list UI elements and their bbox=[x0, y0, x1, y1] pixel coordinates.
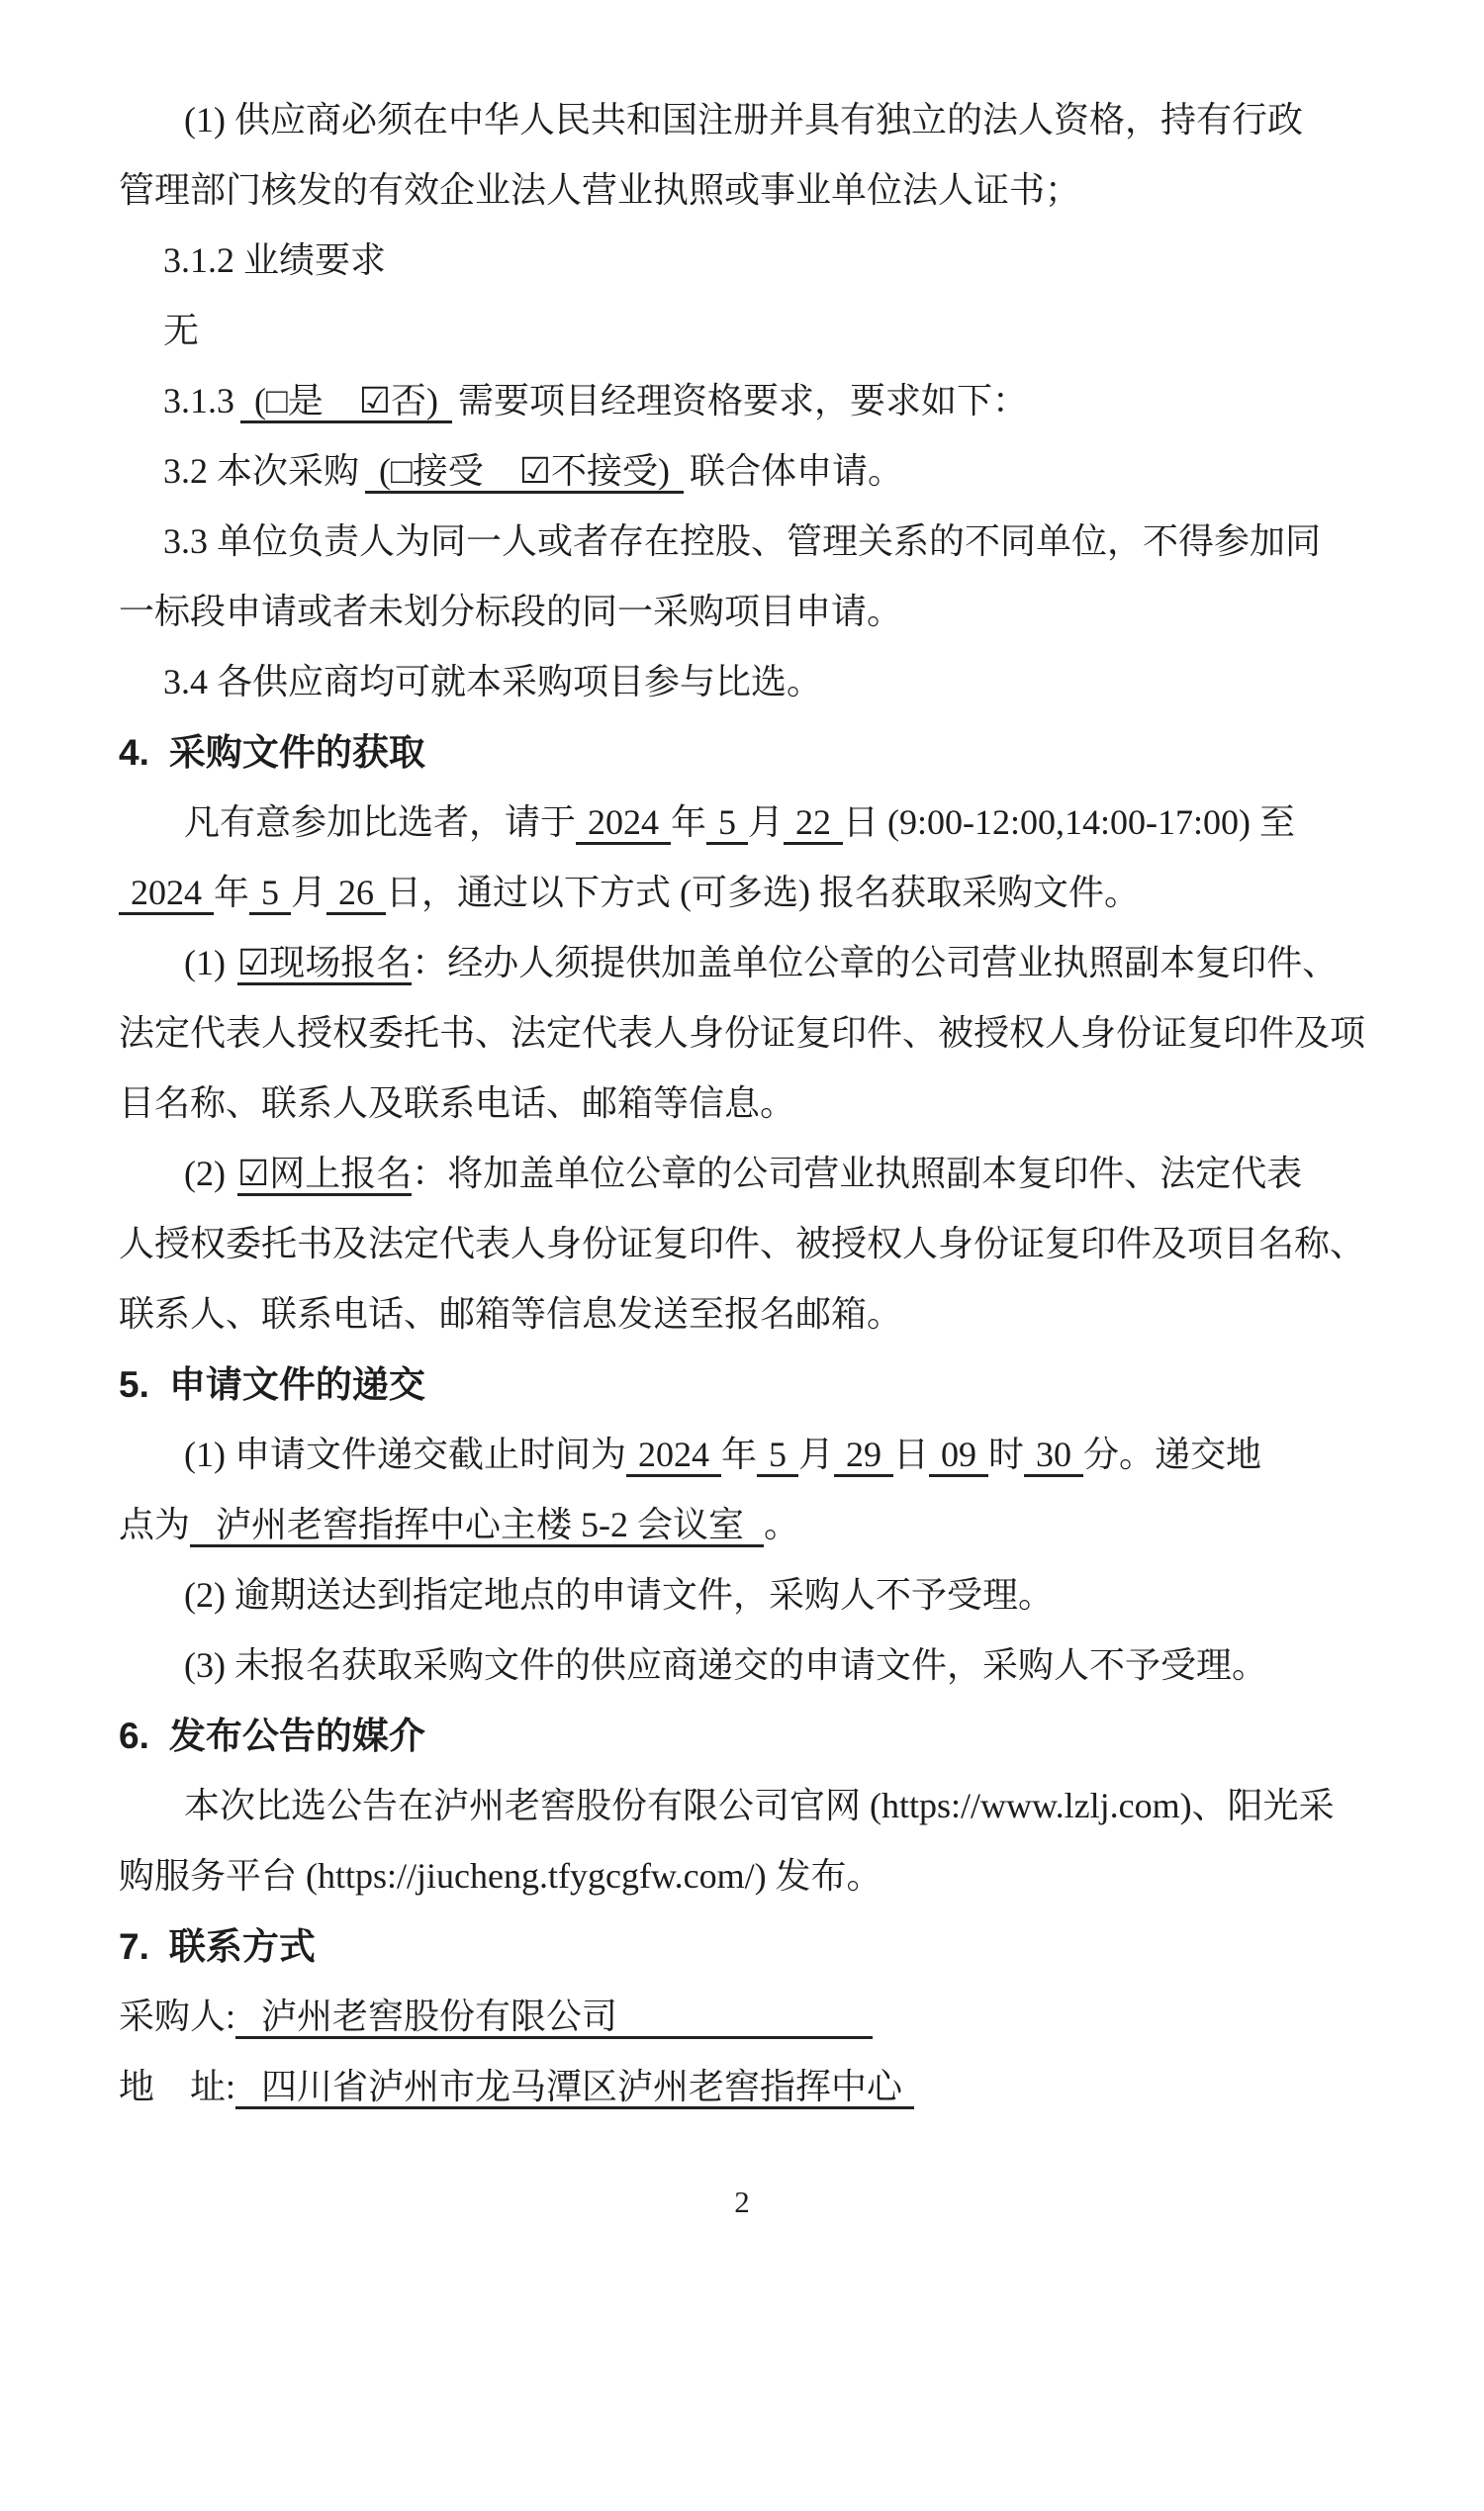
item-3-2-consortium bbox=[119, 436, 1444, 507]
heading-number: 7. bbox=[119, 1926, 149, 1967]
sep: 年 bbox=[720, 1435, 757, 1474]
text: 3.3 单位负责人为同一人或者存在控股、管理关系的不同单位，不得参加同 bbox=[163, 521, 1322, 561]
heading-number: 6. bbox=[119, 1716, 149, 1756]
blank-submission-location: 泸州老窖指挥中心主楼 5-2 会议室 bbox=[190, 1505, 764, 1547]
text: (1) 供应商必须在中华人民共和国注册并具有独立的法人资格，持有行政 bbox=[184, 100, 1303, 140]
blank-day: 26 bbox=[326, 873, 386, 915]
page-number: 2 bbox=[734, 2185, 750, 2219]
buyer-label: 采购人: bbox=[119, 1997, 236, 2036]
heading-number: 4. bbox=[119, 732, 149, 773]
para-announcement-media-line2 bbox=[119, 1841, 1444, 1911]
item-online-registration-line2 bbox=[119, 1209, 1444, 1279]
text-pre: (1) 申请文件递交截止时间为 bbox=[184, 1435, 626, 1474]
text: (2) 逾期送达到指定地点的申请文件，采购人不予受理。 bbox=[184, 1575, 1054, 1615]
heading-section6 bbox=[119, 1701, 1444, 1771]
blank-day: 29 bbox=[834, 1435, 893, 1477]
text-rest: ：经办人须提供加盖单位公章的公司营业执照副本复印件、 bbox=[412, 943, 1339, 982]
heading-title: 采购文件的获取 bbox=[168, 732, 425, 773]
para-obtain-docs-line2 bbox=[119, 858, 1444, 928]
text: 无 bbox=[163, 311, 200, 350]
text-pre: 凡有意参加比选者，请于 bbox=[184, 802, 577, 842]
text: 联系人、联系电话、邮箱等信息发送至报名邮箱。 bbox=[119, 1294, 903, 1334]
item-submission-deadline-line2 bbox=[119, 1490, 1444, 1560]
para-obtain-docs-line1 bbox=[119, 788, 1444, 858]
text: 3.4 各供应商均可就本采购项目参与比选。 bbox=[163, 662, 823, 701]
sep: 月 bbox=[748, 802, 785, 842]
text: 购服务平台 (https://jiucheng.tfygcgfw.com/) 发布。 bbox=[119, 1856, 882, 1896]
item-3-3-line2 bbox=[119, 577, 1444, 647]
item-3-3-line1 bbox=[119, 507, 1444, 577]
checkbox-group-accept-reject: (□接受 ☑不接受) bbox=[365, 451, 684, 494]
item-unregistered-supplier bbox=[119, 1630, 1444, 1701]
item-3-1-3-project-manager bbox=[119, 366, 1444, 436]
heading-number: 5. bbox=[119, 1364, 149, 1405]
item-number: 3.1.3 bbox=[163, 381, 234, 420]
item-onsite-registration-line2 bbox=[119, 998, 1444, 1069]
heading-title: 申请文件的递交 bbox=[168, 1364, 425, 1405]
para-supplier-qualification-line2 bbox=[119, 155, 1444, 226]
sep: 时 bbox=[988, 1435, 1025, 1474]
heading-section5 bbox=[119, 1349, 1444, 1420]
item-onsite-registration-line1 bbox=[119, 928, 1444, 998]
item-onsite-registration-line3 bbox=[119, 1069, 1444, 1139]
item-online-registration-line1 bbox=[119, 1139, 1444, 1209]
text-end: 。 bbox=[764, 1505, 800, 1544]
heading-section7 bbox=[119, 1911, 1444, 1982]
text-rest: 分。递交地 bbox=[1083, 1435, 1262, 1474]
blank-day: 22 bbox=[784, 802, 843, 845]
blank-minute: 30 bbox=[1024, 1435, 1083, 1477]
heading-title: 联系方式 bbox=[168, 1926, 316, 1967]
heading-title: 发布公告的媒介 bbox=[168, 1716, 425, 1756]
checkbox-group-yes-no: (□是 ☑否) bbox=[240, 381, 452, 423]
checkbox-online-registration-label: ☑网上报名 bbox=[237, 1154, 412, 1196]
text-pre: 点为 bbox=[119, 1505, 191, 1544]
item-number: (1) bbox=[184, 943, 226, 982]
sep: 月 bbox=[798, 1435, 835, 1474]
blank-year: 2024 bbox=[576, 802, 671, 845]
text: 一标段申请或者未划分标段的同一采购项目申请。 bbox=[119, 592, 903, 631]
blank-year: 2024 bbox=[119, 873, 214, 915]
blank-month: 5 bbox=[706, 802, 748, 845]
text: 人授权委托书及法定代表人身份证复印件、被授权人身份证复印件及项目名称、 bbox=[119, 1224, 1366, 1263]
item-3-4 bbox=[119, 647, 1444, 717]
blank-month: 5 bbox=[249, 873, 291, 915]
checkbox-onsite-registration-label: ☑现场报名 bbox=[237, 943, 412, 985]
text: 本次比选公告在泸州老窖股份有限公司官网 (https://www.lzlj.com)、阳光采 bbox=[184, 1786, 1335, 1825]
blank-year: 2024 bbox=[626, 1435, 721, 1477]
sep: 日 bbox=[893, 1435, 930, 1474]
text-rest: 日，通过以下方式 (可多选) 报名获取采购文件。 bbox=[386, 873, 1141, 912]
buyer-value: 泸州老窖股份有限公司 bbox=[235, 1997, 873, 2039]
heading-section4 bbox=[119, 717, 1444, 788]
text: 管理部门核发的有效企业法人营业执照或事业单位法人证书； bbox=[119, 170, 1081, 210]
item-3-1-2-performance bbox=[119, 226, 1444, 296]
item-number: (2) bbox=[184, 1154, 226, 1193]
address-value: 四川省泸州市龙马潭区泸州老窖指挥中心 bbox=[235, 2067, 914, 2109]
contact-buyer-row bbox=[119, 1982, 1444, 2052]
sep: 年 bbox=[214, 873, 250, 912]
item-late-delivery bbox=[119, 1560, 1444, 1630]
item-online-registration-line3 bbox=[119, 1279, 1444, 1349]
para-supplier-qualification-line1 bbox=[119, 85, 1444, 155]
para-announcement-media-line1 bbox=[119, 1771, 1444, 1841]
text-rest: ：将加盖单位公章的公司营业执照副本复印件、法定代表 bbox=[412, 1154, 1303, 1193]
address-label: 地 址: bbox=[119, 2067, 236, 2106]
item-3-1-2-none bbox=[119, 296, 1444, 366]
text: 3.1.2 业绩要求 bbox=[163, 240, 387, 280]
item-submission-deadline-line1 bbox=[119, 1420, 1444, 1490]
text-rest: 联合体申请。 bbox=[690, 451, 904, 491]
sep: 月 bbox=[291, 873, 327, 912]
text: 目名称、联系人及联系电话、邮箱等信息。 bbox=[119, 1083, 796, 1123]
text: 需要项目经理资格要求，要求如下： bbox=[458, 381, 1029, 420]
text-rest: 日 (9:00-12:00,14:00-17:00) 至 bbox=[843, 802, 1296, 842]
text: (3) 未报名获取采购文件的供应商递交的申请文件，采购人不予受理。 bbox=[184, 1645, 1267, 1685]
contact-address-row bbox=[119, 2052, 1444, 2122]
text-pre: 3.2 本次采购 bbox=[163, 451, 360, 491]
blank-hour: 09 bbox=[929, 1435, 988, 1477]
blank-month: 5 bbox=[757, 1435, 798, 1477]
text: 法定代表人授权委托书、法定代表人身份证复印件、被授权人身份证复印件及项 bbox=[119, 1013, 1366, 1053]
sep: 年 bbox=[671, 802, 707, 842]
